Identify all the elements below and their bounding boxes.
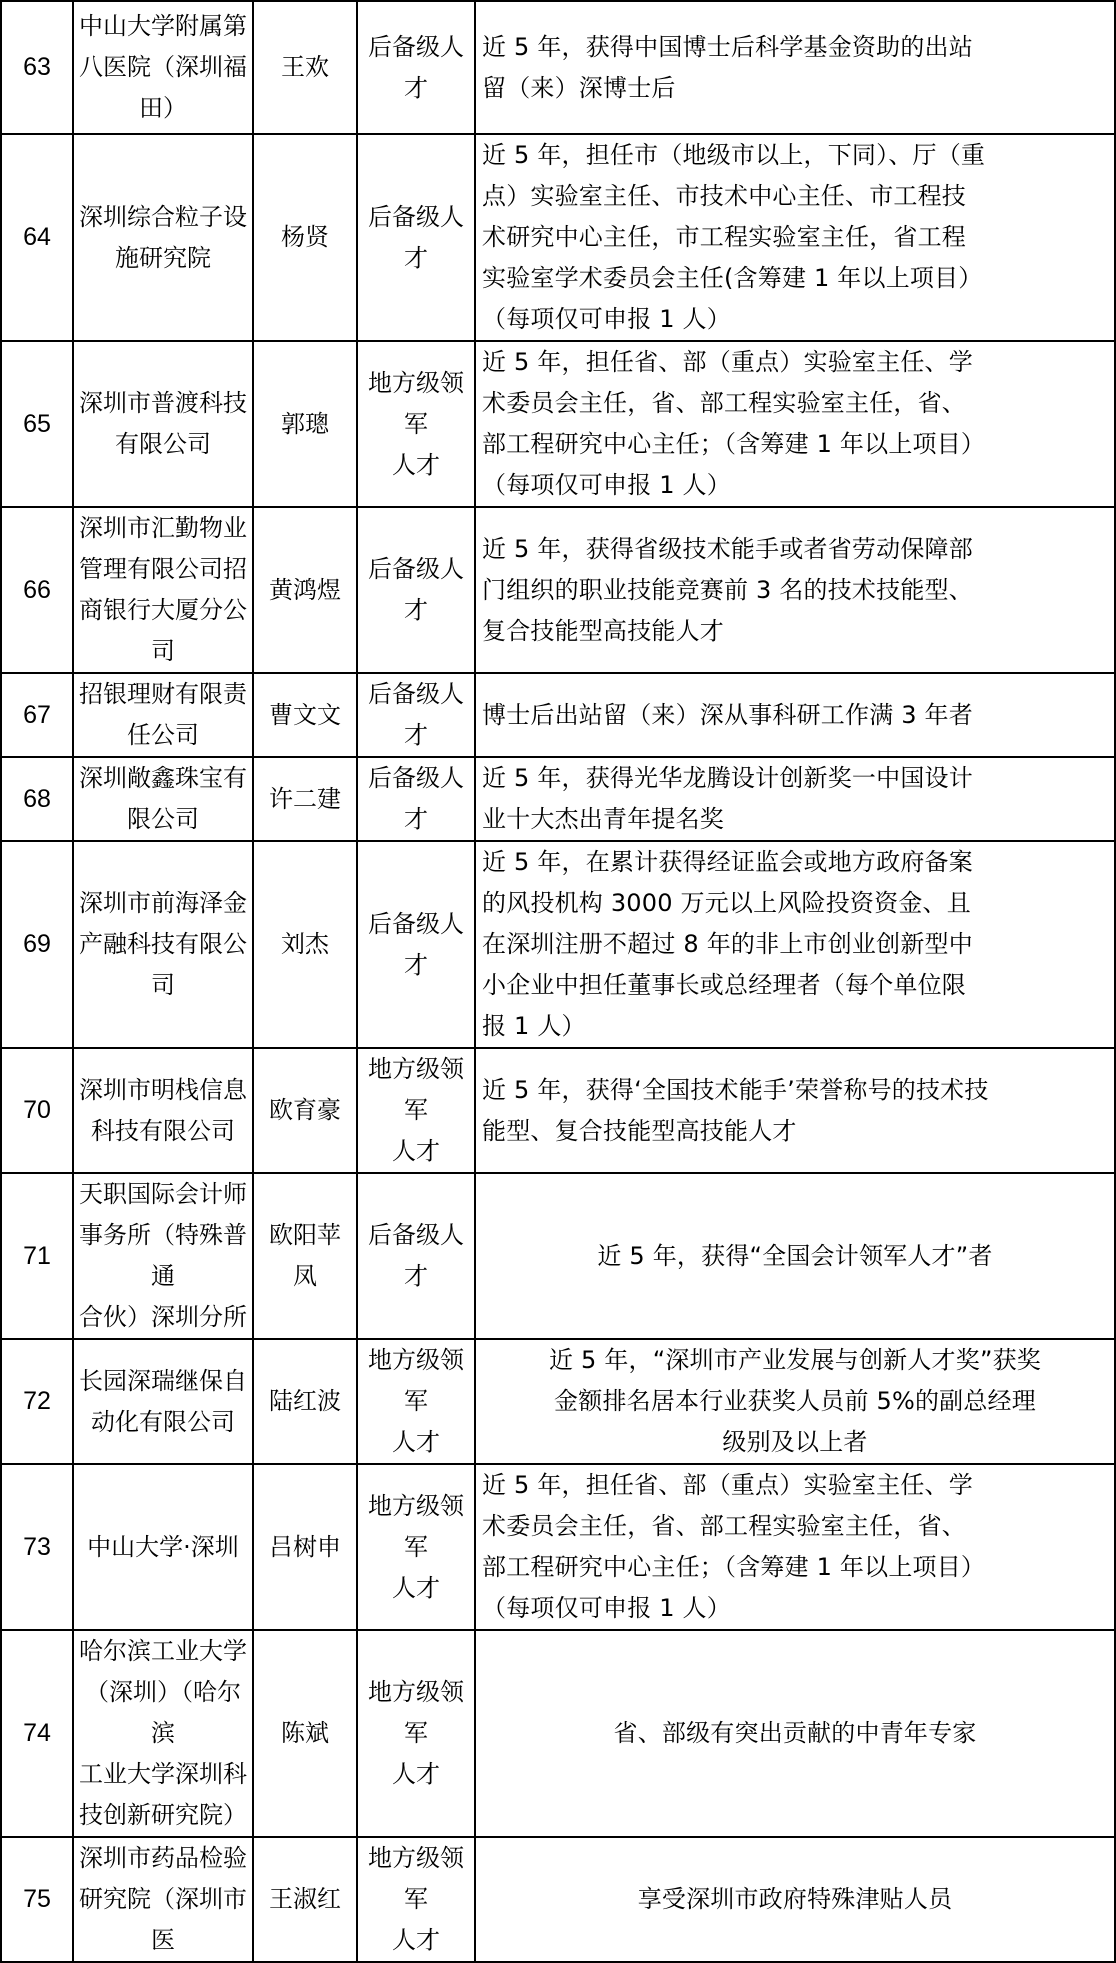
organization-cell: 长园深瑞继保自 动化有限公司 (73, 1339, 253, 1464)
row-number: 72 (1, 1339, 73, 1464)
row-number: 74 (1, 1630, 73, 1837)
row-number: 63 (1, 1, 73, 134)
talent-level-cell: 地方级领军 人才 (357, 1837, 475, 1962)
person-name-cell: 欧阳苹凤 (253, 1173, 357, 1339)
person-name-cell: 陆红波 (253, 1339, 357, 1464)
person-name-cell: 许二建 (253, 757, 357, 841)
table-body (1, 1, 1115, 1962)
row-number: 75 (1, 1837, 73, 1962)
criteria-cell: 近 5 年，在累计获得经证监会或地方政府备案 的风投机构 3000 万元以上风险投资资金、且 在深圳注册不超过 8 年的非上市创业创新型中 小企业中担任董事长或总经理者（每个单位限 报 1 人） (475, 841, 1115, 1048)
person-name-cell: 王欢 (253, 1, 357, 134)
person-name-cell: 郭璁 (253, 341, 357, 507)
table-row (1, 1630, 1115, 1837)
criteria-cell: 博士后出站留（来）深从事科研工作满 3 年者 (475, 673, 1115, 757)
table-row (1, 1173, 1115, 1339)
row-number: 64 (1, 134, 73, 341)
organization-cell: 哈尔滨工业大学 （深圳）（哈尔滨 工业大学深圳科 技创新研究院） (73, 1630, 253, 1837)
table-row (1, 341, 1115, 507)
table-row (1, 1464, 1115, 1630)
organization-cell: 招银理财有限责 任公司 (73, 673, 253, 757)
talent-level-cell: 后备级人才 (357, 673, 475, 757)
table-row (1, 1048, 1115, 1173)
organization-cell: 深圳市汇勤物业 管理有限公司招 商银行大厦分公 司 (73, 507, 253, 673)
table-row (1, 507, 1115, 673)
table-row (1, 1837, 1115, 1962)
organization-cell: 中山大学·深圳 (73, 1464, 253, 1630)
talent-level-cell: 后备级人才 (357, 1173, 475, 1339)
talent-level-cell: 后备级人才 (357, 841, 475, 1048)
row-number: 68 (1, 757, 73, 841)
organization-cell: 深圳市明栈信息 科技有限公司 (73, 1048, 253, 1173)
person-name-cell: 曹文文 (253, 673, 357, 757)
talent-level-cell: 地方级领军 人才 (357, 341, 475, 507)
person-name-cell: 杨贤 (253, 134, 357, 341)
organization-cell: 深圳市前海泽金 产融科技有限公 司 (73, 841, 253, 1048)
criteria-cell: 享受深圳市政府特殊津贴人员 (475, 1837, 1115, 1962)
organization-cell: 深圳市药品检验 研究院（深圳市医 (73, 1837, 253, 1962)
criteria-cell: 近 5 年，获得‘全国技术能手’荣誉称号的技术技 能型、复合技能型高技能人才 (475, 1048, 1115, 1173)
table-row (1, 841, 1115, 1048)
talent-level-cell: 后备级人才 (357, 757, 475, 841)
talent-level-cell: 地方级领军 人才 (357, 1630, 475, 1837)
criteria-cell: 近 5 年，获得“全国会计领军人才”者 (475, 1173, 1115, 1339)
person-name-cell: 吕树申 (253, 1464, 357, 1630)
row-number: 65 (1, 341, 73, 507)
row-number: 73 (1, 1464, 73, 1630)
talent-level-cell: 后备级人才 (357, 507, 475, 673)
row-number: 71 (1, 1173, 73, 1339)
table-row (1, 1, 1115, 134)
criteria-cell: 近 5 年，获得省级技术能手或者省劳动保障部 门组织的职业技能竞赛前 3 名的技术技能型、 复合技能型高技能人才 (475, 507, 1115, 673)
person-name-cell: 陈斌 (253, 1630, 357, 1837)
criteria-cell: 省、部级有突出贡献的中青年专家 (475, 1630, 1115, 1837)
person-name-cell: 王淑红 (253, 1837, 357, 1962)
criteria-cell: 近 5 年，担任省、部（重点）实验室主任、学 术委员会主任，省、部工程实验室主任，省、 部工程研究中心主任；（含筹建 1 年以上项目） （每项仅可申报 1 人） (475, 1464, 1115, 1630)
table-row (1, 1339, 1115, 1464)
talent-level-cell: 地方级领军 人才 (357, 1464, 475, 1630)
organization-cell: 深圳敞鑫珠宝有 限公司 (73, 757, 253, 841)
criteria-cell: 近 5 年，获得光华龙腾设计创新奖一中国设计 业十大杰出青年提名奖 (475, 757, 1115, 841)
talent-level-cell: 后备级人才 (357, 1, 475, 134)
table-row (1, 673, 1115, 757)
criteria-cell: 近 5 年，“深圳市产业发展与创新人才奖”获奖 金额排名居本行业获奖人员前 5%的副总经理 级别及以上者 (475, 1339, 1115, 1464)
organization-cell: 深圳市普渡科技 有限公司 (73, 341, 253, 507)
criteria-cell: 近 5 年，担任市（地级市以上，下同）、厅（重 点）实验室主任、市技术中心主任、市工程技 术研究中心主任，市工程实验室主任，省工程 实验室学术委员会主任(含筹建 1 年以上项目） （每项仅可申报 1 人） (475, 134, 1115, 341)
person-name-cell: 欧育豪 (253, 1048, 357, 1173)
row-number: 69 (1, 841, 73, 1048)
table-row (1, 134, 1115, 341)
talent-level-cell: 地方级领军 人才 (357, 1339, 475, 1464)
person-name-cell: 刘杰 (253, 841, 357, 1048)
criteria-cell: 近 5 年，担任省、部（重点）实验室主任、学 术委员会主任，省、部工程实验室主任，省、 部工程研究中心主任；（含筹建 1 年以上项目） （每项仅可申报 1 人） (475, 341, 1115, 507)
row-number: 70 (1, 1048, 73, 1173)
talent-level-cell: 地方级领军 人才 (357, 1048, 475, 1173)
person-name-cell: 黄鸿煜 (253, 507, 357, 673)
organization-cell: 深圳综合粒子设 施研究院 (73, 134, 253, 341)
organization-cell: 中山大学附属第 八医院（深圳福 田） (73, 1, 253, 134)
table-row (1, 757, 1115, 841)
criteria-cell: 近 5 年，获得中国博士后科学基金资助的出站 留（来）深博士后 (475, 1, 1115, 134)
row-number: 66 (1, 507, 73, 673)
talent-level-cell: 后备级人才 (357, 134, 475, 341)
row-number: 67 (1, 673, 73, 757)
organization-cell: 天职国际会计师 事务所（特殊普通 合伙）深圳分所 (73, 1173, 253, 1339)
